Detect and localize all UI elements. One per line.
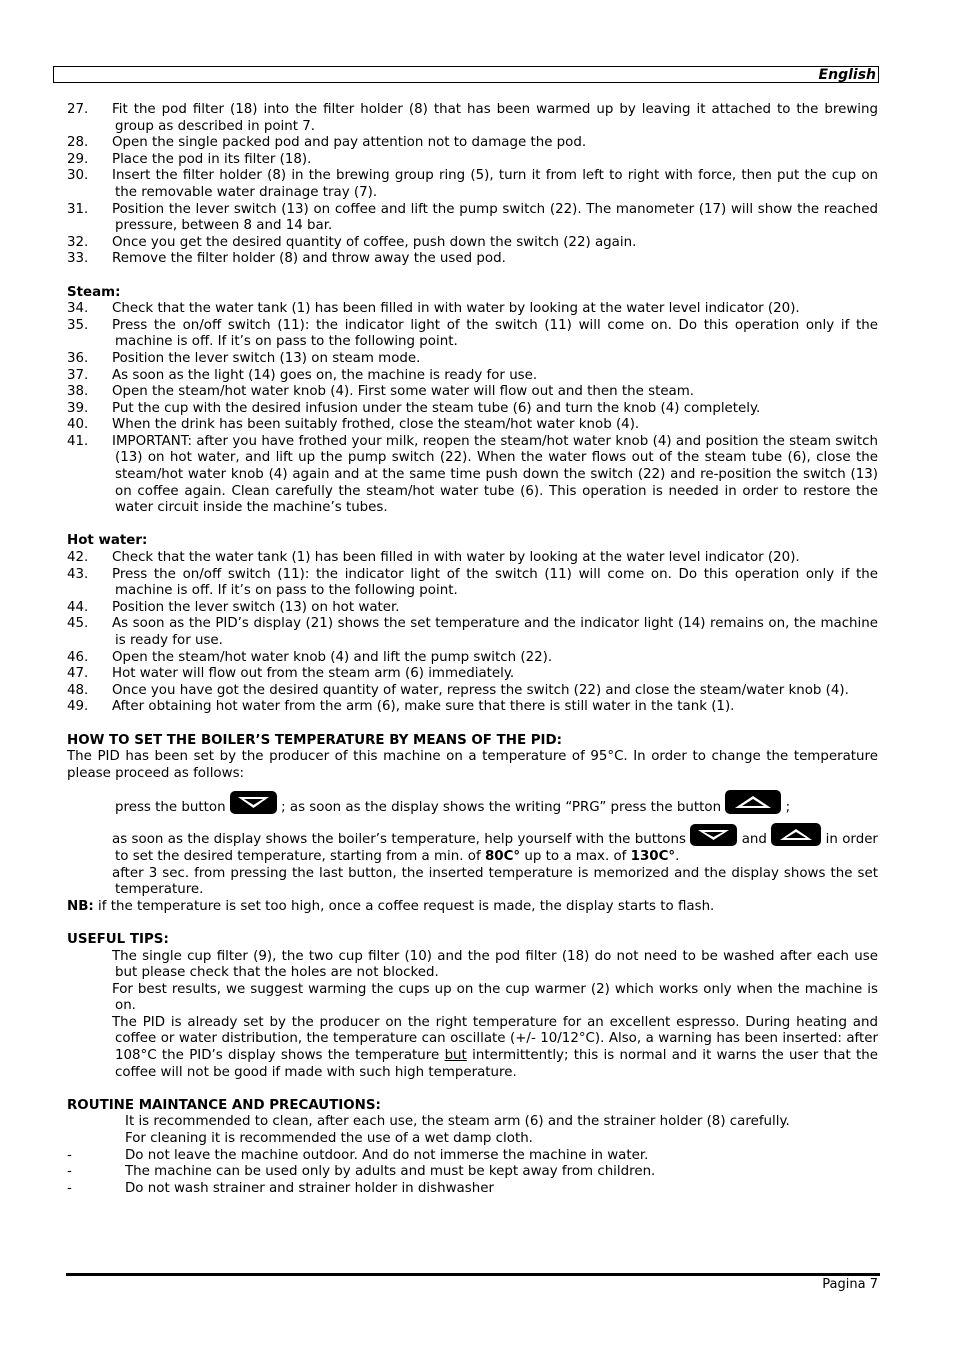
header-bar bbox=[53, 66, 879, 83]
down-arrow-button-icon bbox=[690, 824, 737, 846]
list-item: 37. As soon as the light (14) goes on, the machine is ready for use. bbox=[67, 367, 538, 383]
max-temperature: 130C° bbox=[630, 848, 676, 864]
list-item: 44. Position the lever switch (13) on hot water. bbox=[67, 599, 400, 615]
list-item: 33. Remove the filter holder (8) and throw away the used pod. bbox=[67, 251, 506, 267]
list-item: 38. Open the steam/hot water knob (4). First some water will flow out and then the steam. bbox=[67, 384, 695, 400]
up-arrow-button-icon bbox=[771, 823, 821, 846]
page-content bbox=[67, 102, 878, 1197]
tips-heading: USEFUL TIPS: bbox=[67, 931, 169, 947]
list-item: 48. Once you have got the desired quantity of water, repress the switch (22) and close the steam/water knob (4). bbox=[67, 682, 849, 698]
list-item: 29. Place the pod in its filter (18). bbox=[67, 151, 312, 167]
list-item: - Do not wash strainer and strainer holder in dishwasher bbox=[67, 1180, 494, 1196]
list-item: 49. After obtaining hot water from the arm (6), make sure that there is still water in the tank (1). bbox=[67, 699, 735, 715]
list-item: 46. Open the steam/hot water knob (4) and lift the pump switch (22). bbox=[67, 649, 553, 665]
pid-intro: The PID has been set by the producer of this machine on a temperature of 95°C. In order to change the temperature please proceed as follows: bbox=[67, 749, 878, 781]
tip-item: The PID is already set by the producer on the right temperature for an excellent espresso. During heating and coffee or water distribution, the temperature can oscillate (+/- 10/12°C). Also, a warning has been inserted: after 108°C the PID’s display shows the temperature but intermittently; this is normal and it warns the user that the coffee will not be good if made with such high temperature. bbox=[112, 1014, 878, 1080]
routine-line: It is recommended to clean, after each use, the steam arm (6) and the strainer holder (8) carefully. bbox=[125, 1114, 790, 1130]
list-item: 32. Once you get the desired quantity of coffee, push down the switch (22) again. bbox=[67, 234, 637, 250]
list-item: 45. As soon as the PID’s display (21) shows the set temperature and the indicator light (14) remains on, the machine is ready for use. bbox=[67, 616, 878, 648]
list-item: 40. When the drink has been suitably frothed, close the steam/hot water knob (4). bbox=[67, 417, 640, 433]
footer-divider bbox=[66, 1273, 880, 1276]
list-item: 34. Check that the water tank (1) has been filled in with water by looking at the water level indicator (20). bbox=[67, 301, 800, 317]
list-item: 28. Open the single packed pod and pay attention not to damage the pod. bbox=[67, 135, 587, 151]
list-item: - Do not leave the machine outdoor. And do not immerse the machine in water. bbox=[67, 1147, 649, 1163]
pid-instruction-1: press the button ; as soon as the display shows the writing “PRG” press the button ; bbox=[67, 790, 878, 817]
up-arrow-button-icon bbox=[725, 790, 781, 814]
list-item: 39. Put the cup with the desired infusion under the steam tube (6) and turn the knob (4) completely. bbox=[67, 400, 761, 416]
list-item: 36. Position the lever switch (13) on steam mode. bbox=[67, 350, 421, 366]
hot-water-heading: Hot water: bbox=[67, 533, 148, 549]
list-item: 30. Insert the filter holder (8) in the brewing group ring (5), turn it from left to right with force, then put the cup on the removable water drainage tray (7). bbox=[67, 168, 878, 200]
steam-heading: Steam: bbox=[67, 284, 121, 300]
pid-instruction-2: as soon as the display shows the boiler’s temperature, help yourself with the buttons and in order to set the desired temperature, starting from a min. of 80C° up to a max. of 130C°. bbox=[67, 823, 878, 865]
routine-line: For cleaning it is recommended the use of a wet damp cloth. bbox=[125, 1131, 533, 1147]
pid-instruction-3: after 3 sec. from pressing the last button, the inserted temperature is memorized and the display shows the set temperature. bbox=[112, 865, 878, 898]
list-item: 41. IMPORTANT: after you have frothed your milk, reopen the steam/hot water knob (4) and position the steam switch (13) on hot water, and lift up the pump switch (22). When the water flows out of the steam tube (6), close the steam/hot water knob (4) again and at the same time push down the switch (22) and re-position the switch (13) on coffee again. Clean carefully the steam/hot water tube (6). This operation is needed in order to restore the water circuit inside the machine’s tubes. bbox=[67, 433, 878, 516]
tip-item: The single cup filter (9), the two cup filter (10) and the pod filter (18) do not need to be washed after each use but please check that the holes are not blocked. bbox=[112, 948, 878, 981]
list-item: 42. Check that the water tank (1) has been filled in with water by looking at the water level indicator (20). bbox=[67, 550, 800, 566]
page-number: Pagina 7 bbox=[822, 1277, 878, 1292]
list-item: 43. Press the on/off switch (11): the indicator light of the switch (11) will come on. Do this operation only if the machine is off. If it’s on pass to the following point. bbox=[67, 566, 878, 599]
list-item: 31. Position the lever switch (13) on coffee and lift the pump switch (22). The manometer (17) will show the reached pressure, between 8 and 14 bar. bbox=[67, 201, 878, 234]
list-item: 47. Hot water will flow out from the steam arm (6) immediately. bbox=[67, 666, 515, 682]
pid-heading: HOW TO SET THE BOILER’S TEMPERATURE BY MEANS OF THE PID: bbox=[67, 732, 563, 748]
list-item: - The machine can be used only by adults and must be kept away from children. bbox=[67, 1164, 656, 1180]
min-temperature: 80C° bbox=[484, 848, 521, 864]
pid-note: NB: if the temperature is set too high, once a coffee request is made, the display starts to flash. bbox=[67, 898, 715, 914]
list-item: 35. Press the on/off switch (11): the indicator light of the switch (11) will come on. Do this operation only if the machine is off. If it’s on pass to the following point. bbox=[67, 317, 878, 350]
tip-item: For best results, we suggest warming the cups up on the cup warmer (2) which works only when the machine is on. bbox=[112, 981, 878, 1014]
routine-heading: ROUTINE MAINTANCE AND PRECAUTIONS: bbox=[67, 1097, 381, 1113]
language-label: English bbox=[818, 67, 876, 83]
down-arrow-button-icon bbox=[230, 791, 277, 814]
list-item: 27. Fit the pod filter (18) into the filter holder (8) that has been warmed up by leaving it attached to the brewing group as described in point 7. bbox=[67, 102, 878, 134]
